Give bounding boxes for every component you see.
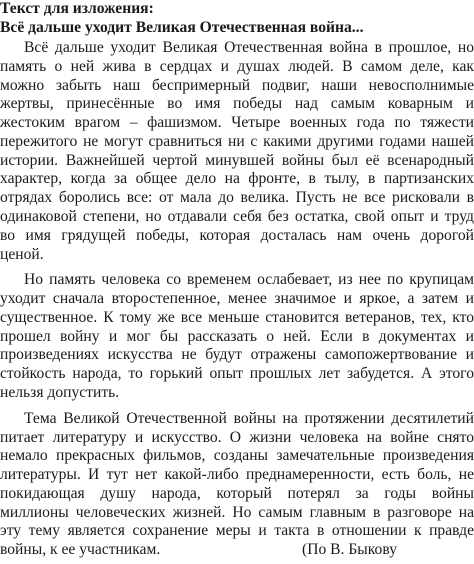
text-line: существенное. К тому же все меньше становится ветеранов, тех, кто xyxy=(0,308,474,326)
text-line: Тема Великой Отечественной войны на протяжении десятилетий xyxy=(24,409,474,427)
text-line: питает литературу и искусство. О жизни человека на войне снято xyxy=(0,428,474,446)
text-label: Текст для изложения: xyxy=(0,0,154,17)
text-line: одинаковой степени, но отдавали себя без остатка, свой опыт и труд xyxy=(0,208,474,225)
text-line: характер, когда за общее дело на фронте, в тылу, в партизанских xyxy=(0,170,474,188)
text-line: жертвы, принесённые во имя победы над самым коварным и xyxy=(0,95,474,113)
text-line: литературы. И тут нет какой-либо преднамеренности, есть боль, не xyxy=(0,466,474,484)
text-line: во имя грядущей победы, которая досталась нам очень дорогой xyxy=(0,226,474,244)
text-line: войны, к ее участникам. xyxy=(0,541,161,559)
text-line: Но память человека со временем ослабевает, из нее по крупицам xyxy=(24,271,474,289)
text-line: память о ней жива в сердцах и душах людей. В самом деле, как xyxy=(0,57,474,75)
text-line: немало прекрасных фильмов, созданы замечательные произведения xyxy=(0,447,474,465)
text-line: истории. Важнейшей чертой минувшей войны был её всенародный xyxy=(0,151,474,169)
text-line: Всё дальше уходит Великая Отечественная война в прошлое, но xyxy=(24,39,474,56)
text-line: можно забыть наш беспримерный подвиг, наши невосполнимые xyxy=(0,76,474,94)
text-line: жестоким врагом – фашизмом. Четыре военных года по тяжести xyxy=(0,114,474,132)
text-line: пережитого не могут сравниться ни с какими другими годами нашей xyxy=(0,132,474,150)
text-line: стойкость народа, то горький опыт прошлых лет забудется. А этого xyxy=(0,365,474,383)
text-line: покидающая душу народа, который потерял за годы войны xyxy=(0,484,474,502)
text-line: миллионы человеческих жизней. Но самым главным в разговоре на xyxy=(0,503,474,521)
text-line: ценой. xyxy=(0,245,44,263)
text-line: эту тему является сохранение меры и такта в отношении к правде xyxy=(0,522,474,540)
author-signature: (По В. Быкову xyxy=(302,541,397,559)
text-line: отрядах боролись все: от мала до велика. Пусть не все рисковали в xyxy=(0,189,474,207)
text-line: нельзя допустить. xyxy=(0,384,120,401)
text-line: прошел войну и мог бы рассказать о ней. Если в документах и xyxy=(0,327,474,345)
text-line: уходит сначала второстепенное, менее значимое и яркое, а затем и xyxy=(0,290,474,308)
text-line: произведениях искусства не будут отражены самопожертвование и xyxy=(0,346,474,364)
text-title: Всё дальше уходит Великая Отечественная война... xyxy=(0,19,364,36)
